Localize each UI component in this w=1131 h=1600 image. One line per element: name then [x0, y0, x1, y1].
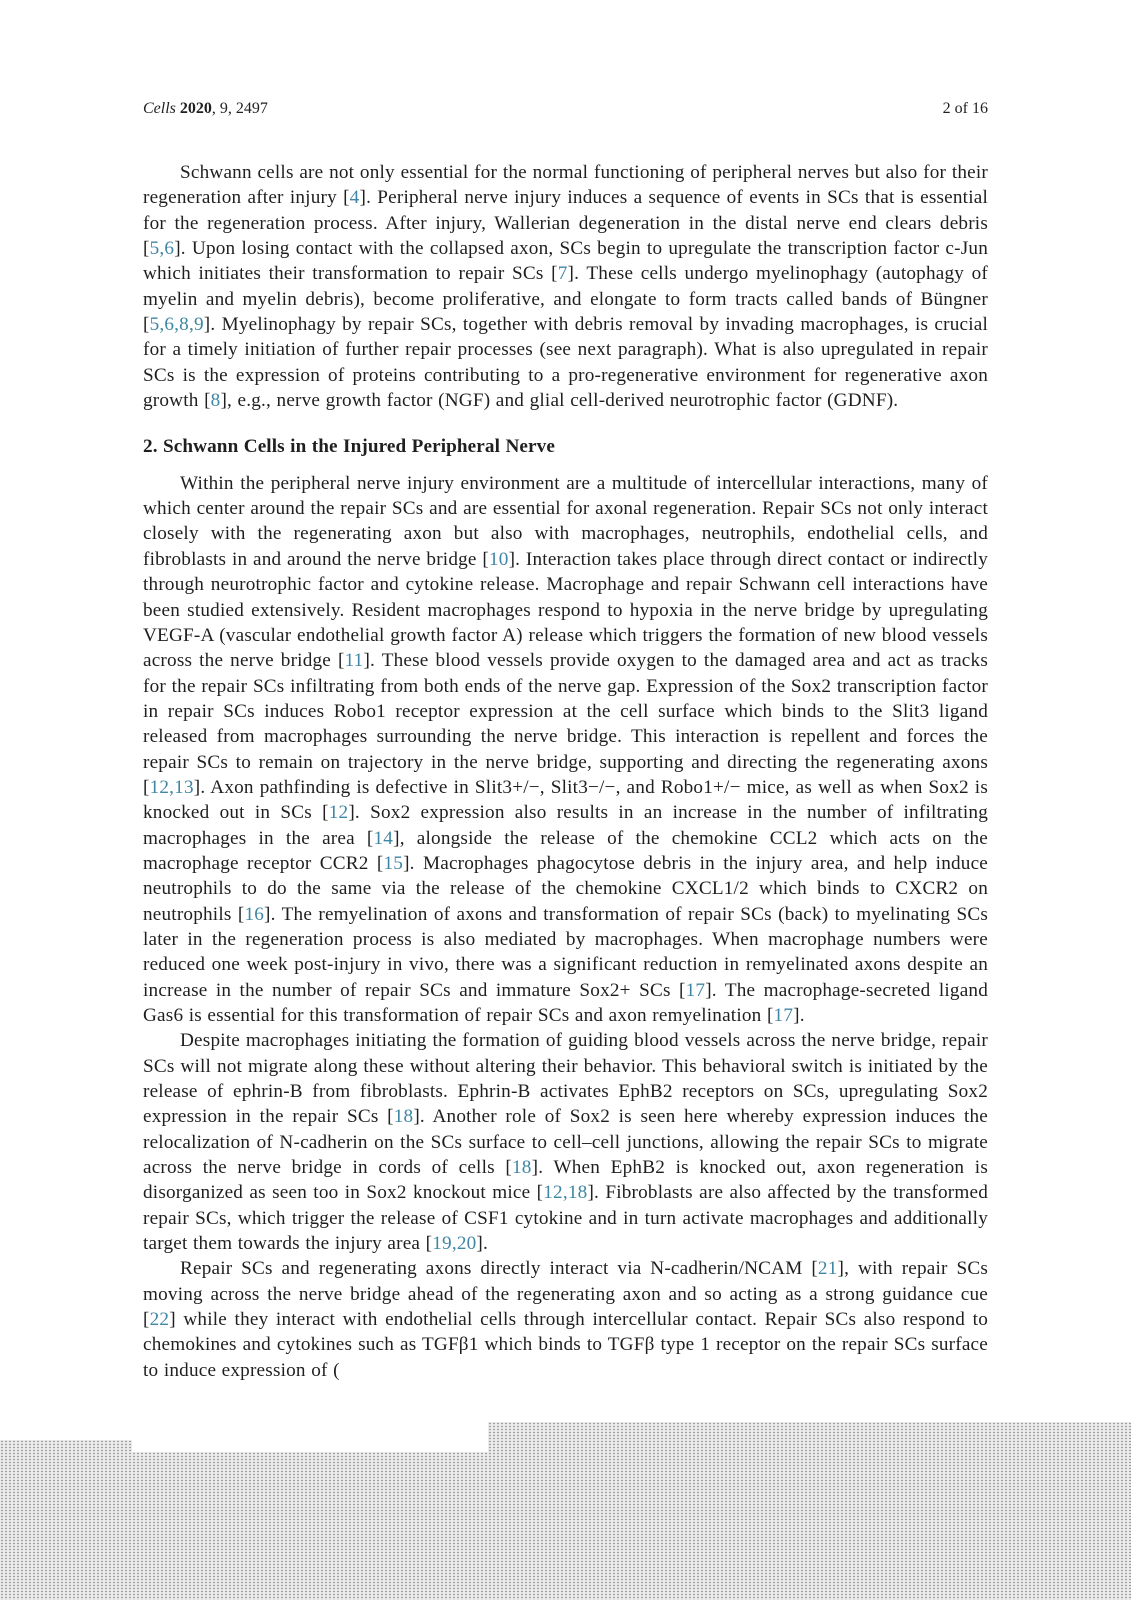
paragraph-section2-2: Despite macrophages initiating the formation of guiding blood vessels across the nerve bridge, repair SCs will not migrate along these without altering their behavior. This behavioral switch is initiated by the release of ephrin-B from fibroblasts. Ephrin-B activates EphB2 receptors on SCs, upregulating Sox2 expression in the repair SCs [18]. Another role of Sox2 is seen here whereby expression induces the relocalization of N-cadherin on the SCs surface to cell–cell junctions, allowing the repair SCs to migrate across the nerve bridge in cords of cells [18]. When EphB2 is knocked out, axon regeneration is disorganized as seen too in Sox2 knockout mice [12,18]. Fibroblasts are also affected by the transformed repair SCs, which trigger the release of CSF1 cytokine and in turn activate macrophages and additionally target them towards the injury area [19,20]. — [143, 1030, 988, 1255]
page-body — [143, 160, 988, 1383]
citation-link[interactable]: 16 — [244, 903, 265, 925]
citation-link[interactable]: 5,6 — [149, 238, 175, 260]
citation-link[interactable]: 15 — [383, 852, 404, 874]
citation-link[interactable]: 8 — [210, 390, 221, 412]
citation-link[interactable]: 21 — [817, 1258, 838, 1280]
paragraph-section2-1: Within the peripheral nerve injury environment are a multitude of intercellular interactions, many of which center around the repair SCs and are essential for axonal regeneration. Repair SCs not only interact closely with the regenerating axon but also with macrophages, neutrophils, endothelial cells, and fibroblasts in and around the nerve bridge [10]. Interaction takes place through direct contact or indirectly through neurotrophic factor and cytokine release. Macrophage and repair Schwann cell interactions have been studied extensively. Resident macrophages respond to hypoxia in the nerve bridge by upregulating VEGF-A (vascular endothelial growth factor A) release which triggers the formation of new blood vessels across the nerve bridge [11]. These blood vessels provide oxygen to the damaged area and act as tracks for the repair SCs infiltrating from both ends of the nerve gap. Expression of the Sox2 transcription factor in repair SCs induces Robo1 receptor expression at the cell surface which binds to the Slit3 ligand released from macrophages surrounding the nerve bridge. This interaction is repellent and forces the repair SCs to remain on trajectory in the nerve bridge, supporting and directing the regenerating axons [12,13]. Axon pathfinding is defective in Slit3+/−, Slit3−/−, and Robo1+/− mice, as well as when Sox2 is knocked out in SCs [12]. Sox2 expression also results in an increase in the number of infiltrating macrophages in the area [14], alongside the release of the chemokine CCL2 which acts on the macrophage receptor CCR2 [15]. Macrophages phagocytose debris in the injury area, and help induce neutrophils to do the same via the release of the chemokine CXCL1/2 which binds to CXCR2 on neutrophils [16]. The remyelination of axons and transformation of repair SCs (back) to myelinating SCs later in the regeneration process is also mediated by macrophages. When macrophage numbers were reduced one week post-injury in vivo, there was a significant reduction in remyelinated axons despite an increase in the number of repair SCs and immature Sox2+ SCs [17]. The macrophage-secreted ligand Gas6 is essential for this transformation of repair SCs and axon remyelination [17]. — [143, 472, 989, 1026]
journal-citation-rest: , 9, 2497 — [211, 100, 268, 117]
citation-link[interactable]: 14 — [373, 827, 394, 849]
unrendered-page-region — [0, 1452, 1131, 1600]
citation-link[interactable]: 17 — [685, 979, 706, 1001]
citation-link[interactable]: 11 — [344, 650, 364, 672]
section-heading: 2. Schwann Cells in the Injured Peripheral Nerve — [143, 436, 555, 458]
citation-link[interactable]: 10 — [488, 548, 509, 570]
paragraph-section2-3: Repair SCs and regenerating axons directly interact via N-cadherin/NCAM [21], with repair SCs moving across the nerve bridge ahead of the regenerating axon and so acting as a strong guidance cue [22] while they interact with endothelial cells through intercellular contact. Repair SCs also respond to chemokines and cytokines such as TGFβ1 which binds to TGFβ type 1 receptor on the repair SCs surface to induce expression of ( — [143, 1258, 988, 1381]
citation-link[interactable]: 17 — [773, 1005, 794, 1026]
paragraph-intro: Schwann cells are not only essential for the normal functioning of peripheral nerves but also for their regeneration after injury [4]. Peripheral nerve injury induces a sequence of events in SCs that is essential for the regeneration process. After injury, Wallerian degeneration in the distal nerve end clears debris [5,6]. Upon losing contact with the collapsed axon, SCs begin to upregulate the transcription factor c-Jun which initiates their transformation to repair SCs [7]. These cells undergo myelinophagy (autophagy of myelin and myelin debris), become proliferative, and elongate to form tracts called bands of Büngner [5,6,8,9]. Myelinophagy by repair SCs, together with debris removal by invading macrophages, is crucial for a timely initiation of further repair processes (see next paragraph). What is also upregulated in repair SCs is the expression of proteins contributing to a pro-regenerative environment for regenerative axon growth [8], e.g., nerve growth factor (NGF) and glial cell-derived neurotrophic factor (GDNF). — [143, 162, 988, 412]
citation-link[interactable]: 7 — [557, 263, 568, 285]
citation-link[interactable]: 19,20 — [432, 1233, 477, 1255]
citation-link[interactable]: 12 — [328, 802, 349, 824]
journal-citation — [143, 99, 268, 119]
citation-link[interactable]: 5,6,8,9 — [149, 314, 204, 336]
citation-link[interactable]: 18 — [393, 1106, 414, 1128]
citation-link[interactable]: 18 — [512, 1157, 532, 1179]
journal-name: Cells — [143, 100, 176, 117]
citation-link[interactable]: 12,18 — [543, 1182, 588, 1204]
journal-year: 2020 — [175, 100, 212, 117]
page-header — [143, 99, 988, 119]
page-number: 2 of 16 — [942, 100, 988, 117]
citation-link[interactable]: 12,13 — [149, 776, 194, 798]
citation-link[interactable]: 4 — [349, 187, 360, 209]
citation-link[interactable]: 22 — [149, 1309, 170, 1331]
